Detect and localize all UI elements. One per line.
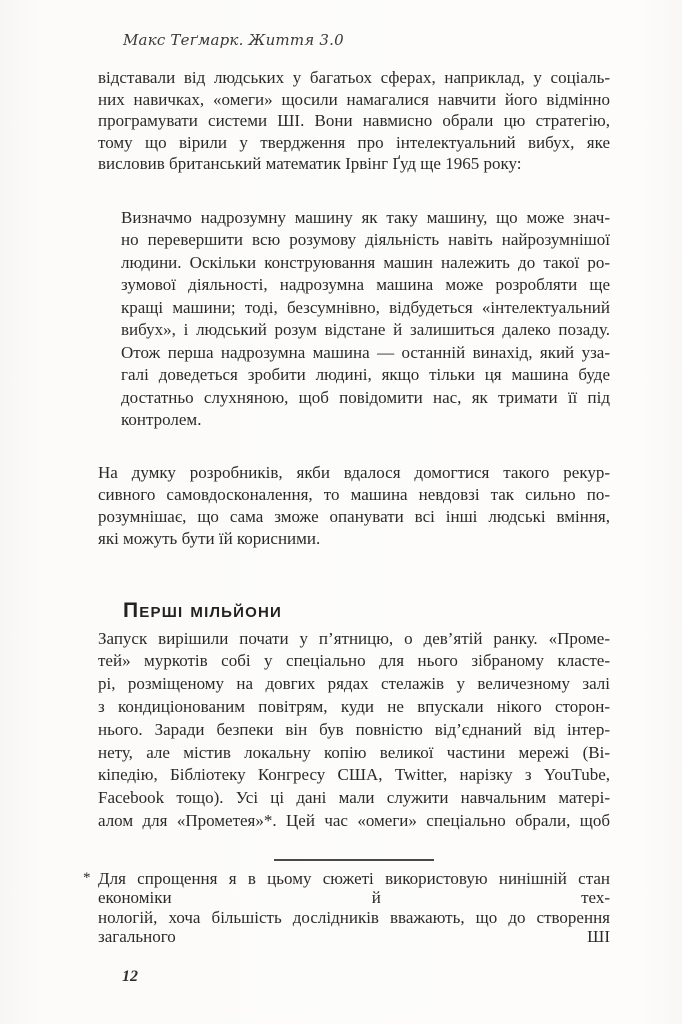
text-line: людини. Оскільки конструювання машин належить до такої ро- bbox=[121, 252, 610, 272]
text-line: нього. Заради безпеки він був повністю від’єднаний від інтер- bbox=[98, 719, 610, 739]
text-line: но перевершити всю розумову діяльність навіть найрозумнішої bbox=[121, 230, 610, 249]
footnote-text bbox=[98, 869, 610, 947]
text-line: висловив британський математик Ірвінг Ґуд ще 1965 року: bbox=[98, 154, 522, 173]
text-line: Отож перша надрозумна машина — останній винахід, який уза- bbox=[121, 342, 610, 362]
text-line: розумнішає, що сама зможе опанувати всі інші людські вміння, bbox=[98, 507, 610, 527]
text-line: відставали від людських у багатьох сферах, наприклад, у соціаль- bbox=[98, 68, 610, 87]
text-line: нету, але містив локальну копію великої частини мережі (Ві- bbox=[98, 742, 610, 762]
paragraph-recursive-improvement bbox=[98, 462, 610, 551]
text-line: зумової діяльності, надрозумна машина може розробляти ще bbox=[121, 275, 610, 294]
text-line: нологій, хоча більшість дослідників вважають, що до створення загального ШІ bbox=[98, 907, 610, 947]
text-line: які можуть бути їй корисними. bbox=[98, 529, 321, 549]
text-line: На думку розробників, якби вдалося домогтися такого рекур- bbox=[98, 462, 610, 482]
text-line: вибух», і людський розум відстане й залишиться далеко позаду. bbox=[121, 320, 610, 339]
text-line: кращі машини; тоді, безсумнівно, відбудеться «інтелектуальний bbox=[121, 297, 610, 317]
blockquote-irving-good bbox=[98, 207, 610, 432]
text-line: рі, розміщеному на довгих рядах стелажів у величезному залі bbox=[98, 674, 610, 694]
text-line: алом для «Прометея»*. Цей час «омеги» спеціально обрали, щоб bbox=[98, 811, 610, 831]
footnote-divider bbox=[274, 859, 434, 861]
text-line: галі доведеться зробити людині, якщо тільки ця машина буде bbox=[121, 365, 610, 384]
text-line: Для спрощення я в цьому сюжеті використовую нинішній стан економіки й тех- bbox=[98, 868, 610, 908]
footnote bbox=[83, 868, 610, 947]
paragraph-launch bbox=[98, 628, 610, 833]
text-line: з кондиціонованим повітрям, куди не впускали нікого сторон- bbox=[98, 697, 610, 717]
page-number: 12 bbox=[122, 967, 138, 985]
text-line: сивного самовдосконалення, то машина невдовзі так сильно по- bbox=[98, 484, 610, 504]
text-line: них навичках, «омеги» щосили намагалися навчити його відмінно bbox=[98, 89, 610, 109]
text-line: контролем. bbox=[121, 410, 202, 429]
text-line: програмувати системи ШІ. Вони навмисно обрали цю стратегію, bbox=[98, 111, 610, 130]
text-line: Facebook тощо). Усі ці дані мали служити навчальним матері- bbox=[98, 788, 610, 808]
text-line: кіпедію, Бібліотеку Конгресу США, Twitter, нарізку з YouTube, bbox=[98, 765, 610, 785]
running-header: Макс Теґмарк. Життя 3.0 bbox=[123, 31, 344, 49]
section-heading-first-millions: Перші мільйони bbox=[123, 598, 283, 622]
text-line: Визначмо надрозумну машину як таку машину, що може знач- bbox=[121, 207, 610, 227]
text-line: достатньо слухняною, щоб повідомити нас, як тримати її під bbox=[121, 387, 610, 407]
text-line: тому що вірили у твердження про інтелектуальний вибух, яке bbox=[98, 132, 610, 152]
footnote-asterisk-marker: * bbox=[83, 869, 91, 886]
text-line: тей» муркотів собі у спеціально для нього зібраному класте- bbox=[98, 651, 610, 671]
paragraph-intro bbox=[98, 67, 610, 175]
text-line: Запуск вирішили почати у п’ятницю, о дев’ятій ранку. «Проме- bbox=[98, 628, 610, 648]
